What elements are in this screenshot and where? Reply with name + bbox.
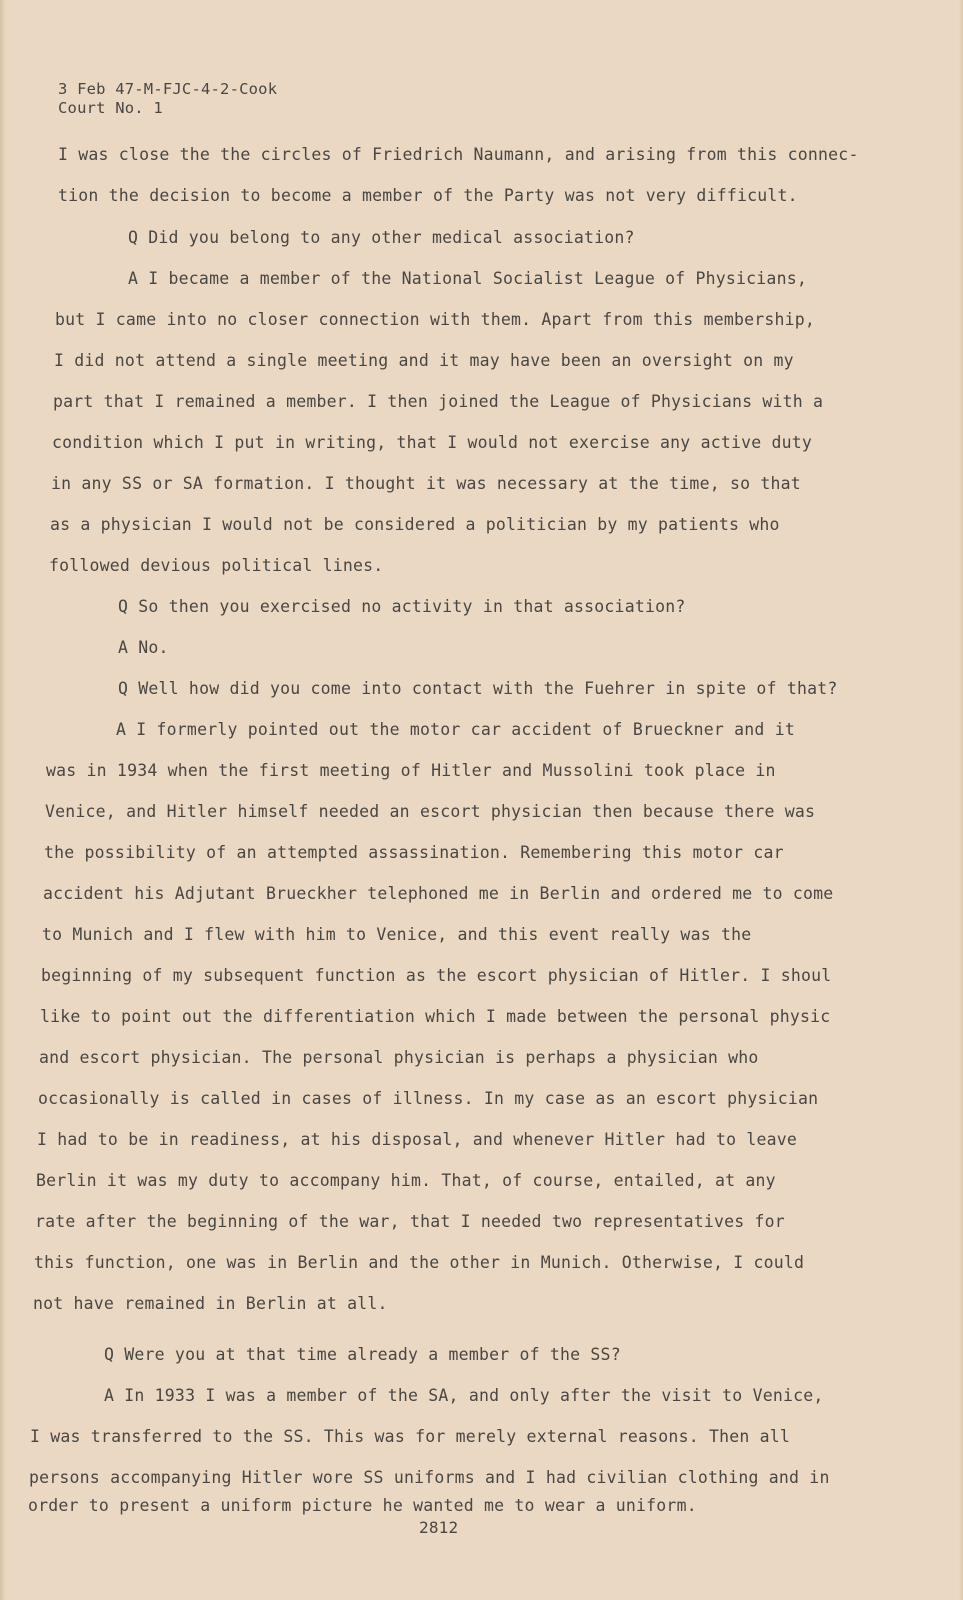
text-line: as a physician I would not be considered a politician by my patients who (50, 515, 780, 534)
text-line: was in 1934 when the first meeting of Hitler and Mussolini took place in (46, 761, 776, 780)
text-line: condition which I put in writing, that I would not exercise any active duty (52, 433, 813, 452)
text-line: not have remained in Berlin at all. (33, 1294, 388, 1313)
answer-line: A No. (118, 638, 169, 657)
text-line: rate after the beginning of the war, that I needed two representatives for (35, 1212, 785, 1231)
text-line: beginning of my subsequent function as the escort physician of Hitler. I shoul (41, 966, 832, 985)
text-line: in any SS or SA formation. I thought it was necessary at the time, so that (51, 474, 801, 493)
text-line: I was transferred to the SS. This was for merely external reasons. Then all (30, 1427, 791, 1446)
question-line: Q Did you belong to any other medical association? (128, 228, 635, 247)
text-line: order to present a uniform picture he wanted me to wear a uniform. (28, 1496, 697, 1515)
text-line: I had to be in readiness, at his disposal, and whenever Hitler had to leave (37, 1130, 798, 1149)
text-line: and escort physician. The personal physician is perhaps a physician who (39, 1048, 759, 1067)
document-header (58, 80, 277, 118)
question-line: Q Well how did you come into contact with the Fuehrer in spite of that? (118, 679, 838, 698)
question-line: Q Were you at that time already a member of the SS? (104, 1345, 621, 1364)
header-session-reference: 3 Feb 47-M-FJC-4-2-Cook (58, 80, 278, 98)
text-line: I did not attend a single meeting and it may have been an oversight on my (54, 351, 794, 370)
text-line: like to point out the differentiation which I made between the personal physic (40, 1007, 831, 1026)
text-line: Venice, and Hitler himself needed an escort physician then because there was (45, 802, 816, 821)
text-line: occasionally is called in cases of illness. In my case as an escort physician (38, 1089, 819, 1108)
text-line: tion the decision to become a member of the Party was not very difficult. (58, 186, 798, 205)
text-line: the possibility of an attempted assassination. Remembering this motor car (44, 843, 784, 862)
text-line: Berlin it was my duty to accompany him. That, of course, entailed, at any (36, 1171, 776, 1190)
header-court-number: Court No. 1 (58, 99, 163, 117)
text-line: this function, one was in Berlin and the other in Munich. Otherwise, I could (34, 1253, 805, 1272)
text-line: persons accompanying Hitler wore SS uniforms and I had civilian clothing and in (29, 1468, 830, 1487)
answer-line: A I formerly pointed out the motor car accident of Brueckner and it (116, 720, 795, 739)
text-line: to Munich and I flew with him to Venice, and this event really was the (42, 925, 752, 944)
answer-line: A I became a member of the National Socialist League of Physicians, (128, 269, 807, 288)
text-line: I was close the the circles of Friedrich Naumann, and arising from this connec- (58, 145, 859, 164)
text-line: but I came into no closer connection with them. Apart from this membership, (55, 310, 816, 329)
text-line: followed devious political lines. (49, 556, 384, 575)
text-line: accident his Adjutant Brueckher telephoned me in Berlin and ordered me to come (43, 884, 834, 903)
question-line: Q So then you exercised no activity in that association? (118, 597, 686, 616)
page-number: 2812 (419, 1518, 459, 1537)
text-line: part that I remained a member. I then joined the League of Physicians with a (53, 392, 824, 411)
answer-line: A In 1933 I was a member of the SA, and only after the visit to Venice, (104, 1386, 824, 1405)
